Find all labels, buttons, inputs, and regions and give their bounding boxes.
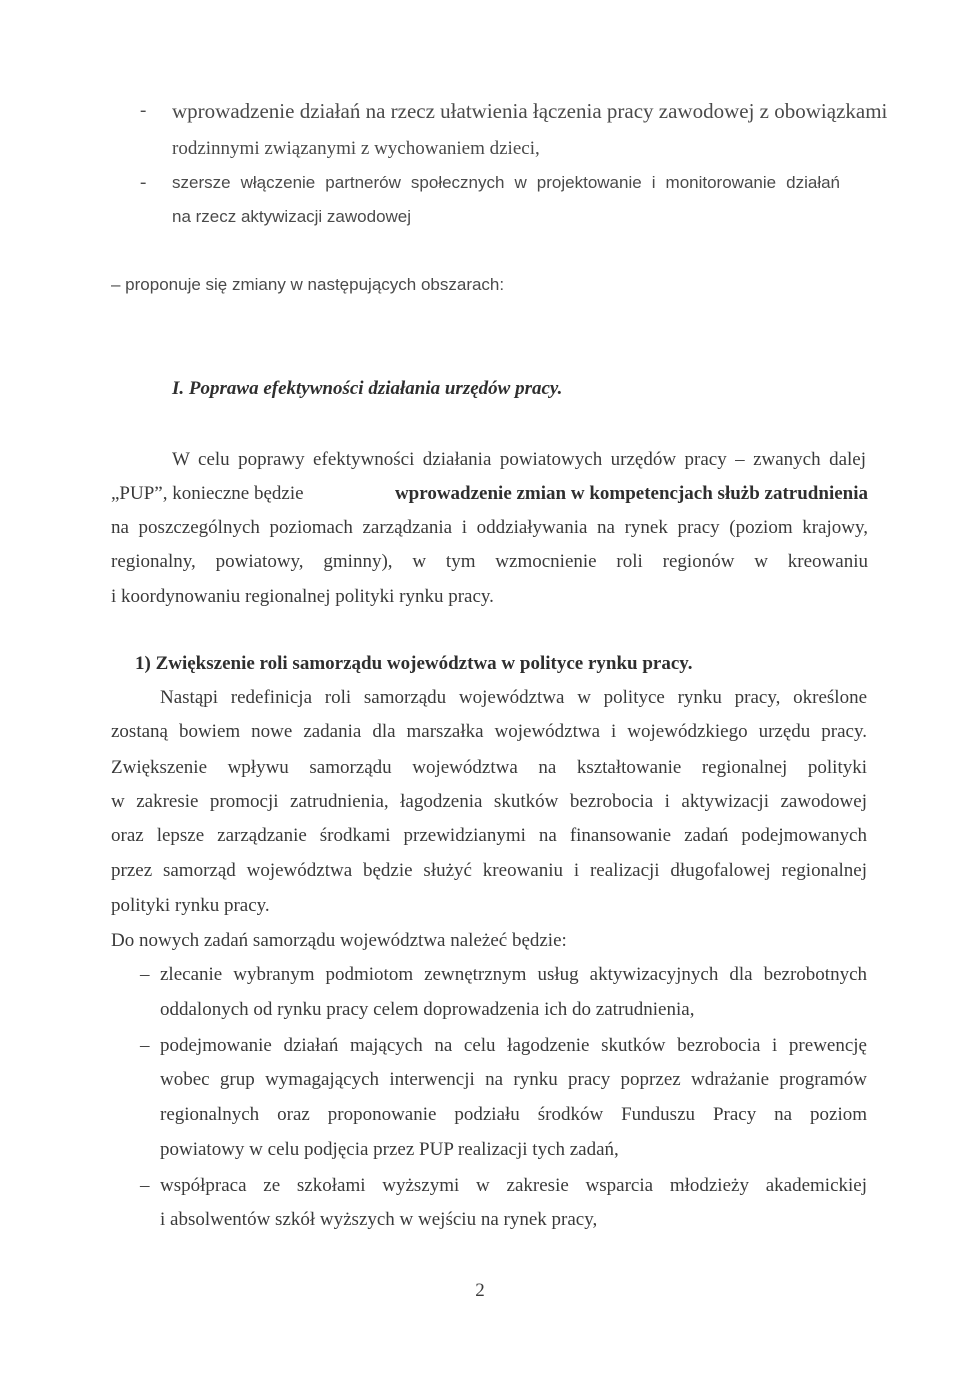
- task-2-line-2: wobec grup wymagających interwencji na rynku pracy poprzez wdrażanie programów: [160, 1069, 867, 1090]
- intro-item-1-marker: -: [140, 100, 147, 121]
- paragraph2-line-2: zostaną bowiem nowe zadania dla marszałka województwa i wojewódzkiego urzędu pracy.: [111, 721, 867, 742]
- intro-item-1-line-1: wprowadzenie działań na rzecz ułatwienia łączenia pracy zawodowej z obowiązkami: [172, 99, 888, 123]
- paragraph1-line-5: i koordynowaniu regionalnej polityki rynku pracy.: [111, 586, 494, 607]
- paragraph1-line-3: na poszczególnych poziomach zarządzania i oddziaływania na rynek pracy (poziom krajowy,: [111, 517, 868, 538]
- intro-item-2-marker: -: [140, 172, 147, 193]
- subsection-heading: 1) Zwiększenie roli samorządu województwa w polityce rynku pracy.: [135, 653, 693, 674]
- paragraph2-line-3: Zwiększenie wpływu samorządu województwa na kształtowanie regionalnej polityki: [111, 757, 867, 778]
- page-number: 2: [475, 1280, 485, 1301]
- task-2-marker: –: [140, 1035, 150, 1056]
- paragraph1-line-1: W celu poprawy efektywności działania powiatowych urzędów pracy – zwanych dalej: [172, 449, 866, 470]
- task-1-line-1: zlecanie wybranym podmiotom zewnętrznym usług aktywizacyjnych dla bezrobotnych: [160, 964, 867, 985]
- task-1-line-2: oddalonych od rynku pracy celem doprowadzenia ich do zatrudnienia,: [160, 999, 695, 1020]
- paragraph1-line-2-text: „PUP”, konieczne będzie: [111, 483, 304, 504]
- task-2-line-1: podejmowanie działań mających na celu łagodzenie skutków bezrobocia i prewencję: [160, 1035, 867, 1056]
- task-1-marker: –: [140, 964, 150, 985]
- intro-item-2-line-1: szersze włączenie partnerów społecznych w projektowanie i monitorowanie działań: [172, 173, 840, 192]
- paragraph2-line-7: polityki rynku pracy.: [111, 895, 270, 916]
- section-heading: [172, 377, 562, 401]
- section-heading-text: I. Poprawa efektywności działania urzędów pracy.: [172, 378, 563, 399]
- paragraph2-line-1: Nastąpi redefinicja roli samorządu województwa w polityce rynku pracy, określone: [160, 687, 867, 708]
- task-3-line-1: współpraca ze szkołami wyższymi w zakresie wsparcia młodzieży akademickiej: [160, 1175, 867, 1196]
- proposal-line: – proponuje się zmiany w następujących obszarach:: [111, 275, 505, 294]
- paragraph2-line-4: w zakresie promocji zatrudnienia, łagodzenia skutków bezrobocia i aktywizacji zawodowej: [111, 791, 867, 812]
- intro-item-2-line-2: na rzecz aktywizacji zawodowej: [172, 207, 412, 226]
- task-3-marker: –: [140, 1175, 150, 1196]
- task-2-line-3: regionalnych oraz proponowanie podziału środków Funduszu Pracy na poziom: [160, 1104, 867, 1125]
- intro-item-1-line-2: rodzinnymi związanymi z wychowaniem dzieci,: [172, 138, 540, 159]
- paragraph2-line-6: przez samorząd województwa będzie służyć kreowaniu i realizacji długofalowej regionalnej: [111, 860, 867, 881]
- tasks-intro: Do nowych zadań samorządu województwa należeć będzie:: [111, 930, 567, 951]
- task-3-line-2: i absolwentów szkół wyższych w wejściu na rynek pracy,: [160, 1209, 598, 1230]
- paragraph1-line-2: [111, 482, 868, 506]
- task-2-line-4: powiatowy w celu podjęcia przez PUP realizacji tych zadań,: [160, 1139, 619, 1160]
- paragraph1-bold-phrase: wprowadzenie zmian w kompetencjach służb zatrudnienia: [394, 483, 868, 504]
- paragraph1-line-4: regionalny, powiatowy, gminny), w tym wzmocnienie roli regionów w kreowaniu: [111, 551, 868, 572]
- paragraph2-line-5: oraz lepsze zarządzanie środkami przewidzianymi na finansowanie zadań podejmowanych: [111, 825, 867, 846]
